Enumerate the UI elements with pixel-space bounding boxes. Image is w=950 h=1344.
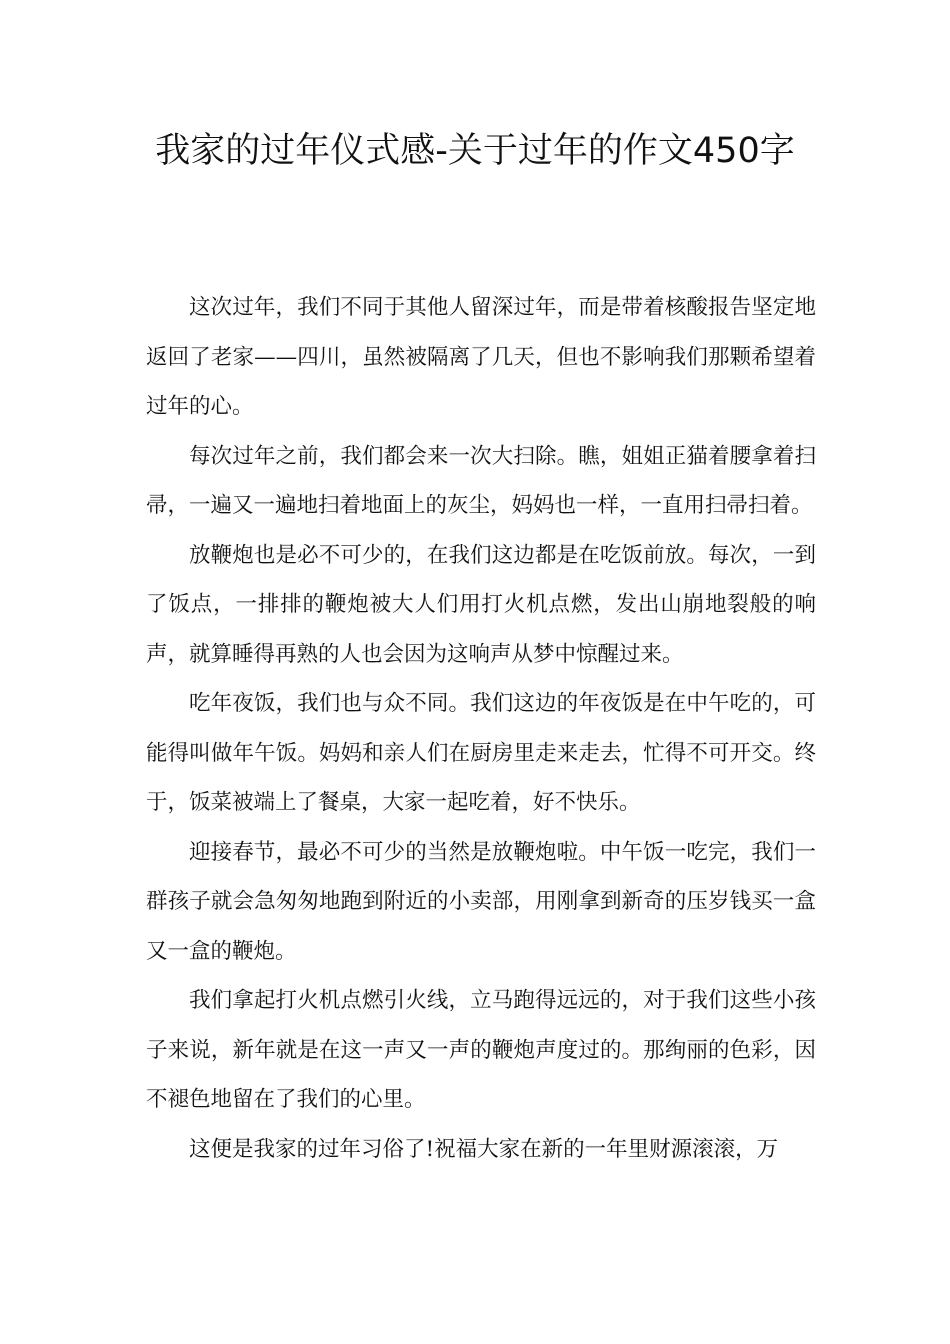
paragraph: 迎接春节，最必不可少的当然是放鞭炮啦。中午饭一吃完，我们一群孩子就会急匆匆地跑到附近的小卖部，用刚拿到新奇的压岁钱买一盒又一盒的鞭炮。 bbox=[146, 839, 816, 964]
paragraph: 放鞭炮也是必不可少的，在我们这边都是在吃饭前放。每次，一到了饭点，一排排的鞭炮被大人们用打火机点燃，发出山崩地裂般的响声，就算睡得再熟的人也会因为这响声从梦中惊醒过来。 bbox=[146, 542, 816, 667]
paragraph: 吃年夜饭，我们也与众不同。我们这边的年夜饭是在中午吃的，可能得叫做年午饭。妈妈和亲人们在厨房里走来走去，忙得不可开交。终于，饭菜被端上了餐桌，大家一起吃着，好不快乐。 bbox=[146, 691, 816, 815]
document-title: 我家的过年仪式感-关于过年的作文450字 bbox=[155, 131, 795, 171]
paragraph: 每次过年之前，我们都会来一次大扫除。瞧，姐姐正猫着腰拿着扫帚，一遍又一遍地扫着地面上的灰尘，妈妈也一样，一直用扫帚扫着。 bbox=[146, 443, 816, 518]
document-body bbox=[146, 283, 816, 1174]
paragraph: 这便是我家的过年习俗了!祝福大家在新的一年里财源滚滚，万 bbox=[189, 1136, 779, 1162]
paragraph: 我们拿起打火机点燃引火线，立马跑得远远的，对于我们这些小孩子来说，新年就是在这一声又一声的鞭炮声度过的。那绚丽的色彩，因不褪色地留在了我们的心里。 bbox=[146, 988, 816, 1112]
paragraph: 这次过年，我们不同于其他人留深过年，而是带着核酸报告坚定地返回了老家——四川，虽然被隔离了几天，但也不影响我们那颗希望着过年的心。 bbox=[146, 295, 816, 419]
